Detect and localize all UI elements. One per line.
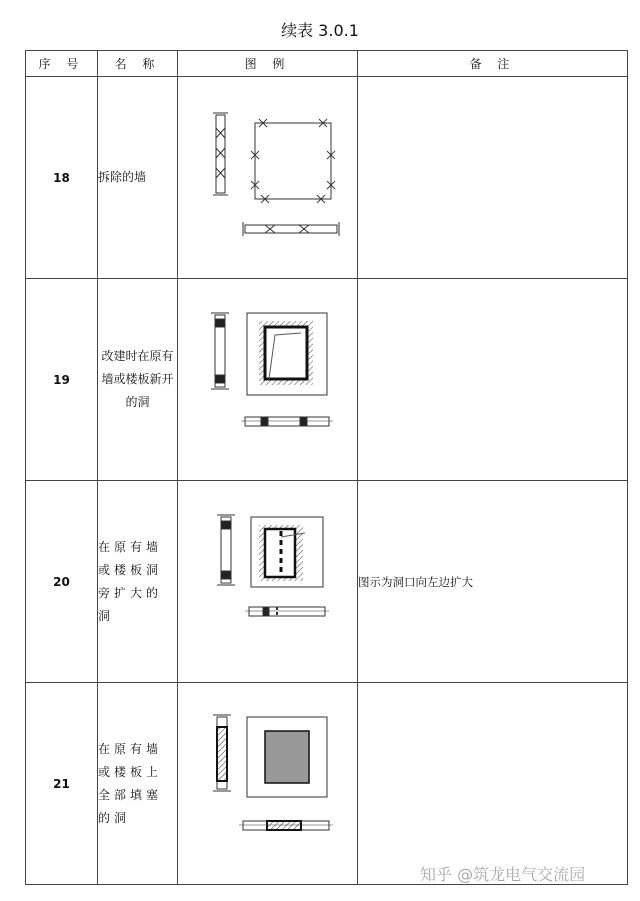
table-row xyxy=(26,683,628,885)
row-number: 21 xyxy=(26,683,98,885)
row-number: 20 xyxy=(26,481,98,683)
row-name: 在原有墙或楼板洞旁扩大的洞 xyxy=(98,481,178,683)
figure-cell xyxy=(178,683,358,885)
row-number: 19 xyxy=(26,279,98,481)
row-name: 在原有墙或楼板上全部填塞的洞 xyxy=(98,683,178,885)
watermark: 知乎 @筑龙电气交流园 xyxy=(420,865,586,884)
header-note: 备 注 xyxy=(358,51,628,77)
table-row xyxy=(26,481,628,683)
page-title: 续表 3.0.1 xyxy=(281,21,359,40)
row-name: 拆除的墙 xyxy=(98,77,178,279)
figure-cell xyxy=(178,481,358,683)
table-row xyxy=(26,279,628,481)
table-header-row xyxy=(26,51,628,77)
demolished-wall-symbol xyxy=(193,103,343,253)
row-note: 图示为洞口向左边扩大 xyxy=(358,481,628,683)
row-number: 18 xyxy=(26,77,98,279)
header-no: 序 号 xyxy=(26,51,98,77)
row-name: 改建时在原有墙或楼板新开的洞 xyxy=(98,279,178,481)
new-opening-symbol xyxy=(193,305,343,455)
figure-cell xyxy=(178,77,358,279)
table-row xyxy=(26,77,628,279)
header-name: 名 称 xyxy=(98,51,178,77)
figure-cell xyxy=(178,279,358,481)
enlarged-opening-symbol xyxy=(193,507,343,657)
header-figure: 图 例 xyxy=(178,51,358,77)
filled-opening-symbol xyxy=(193,709,343,859)
row-note xyxy=(358,77,628,279)
legend-table xyxy=(25,50,628,885)
row-note xyxy=(358,683,628,885)
row-note xyxy=(358,279,628,481)
